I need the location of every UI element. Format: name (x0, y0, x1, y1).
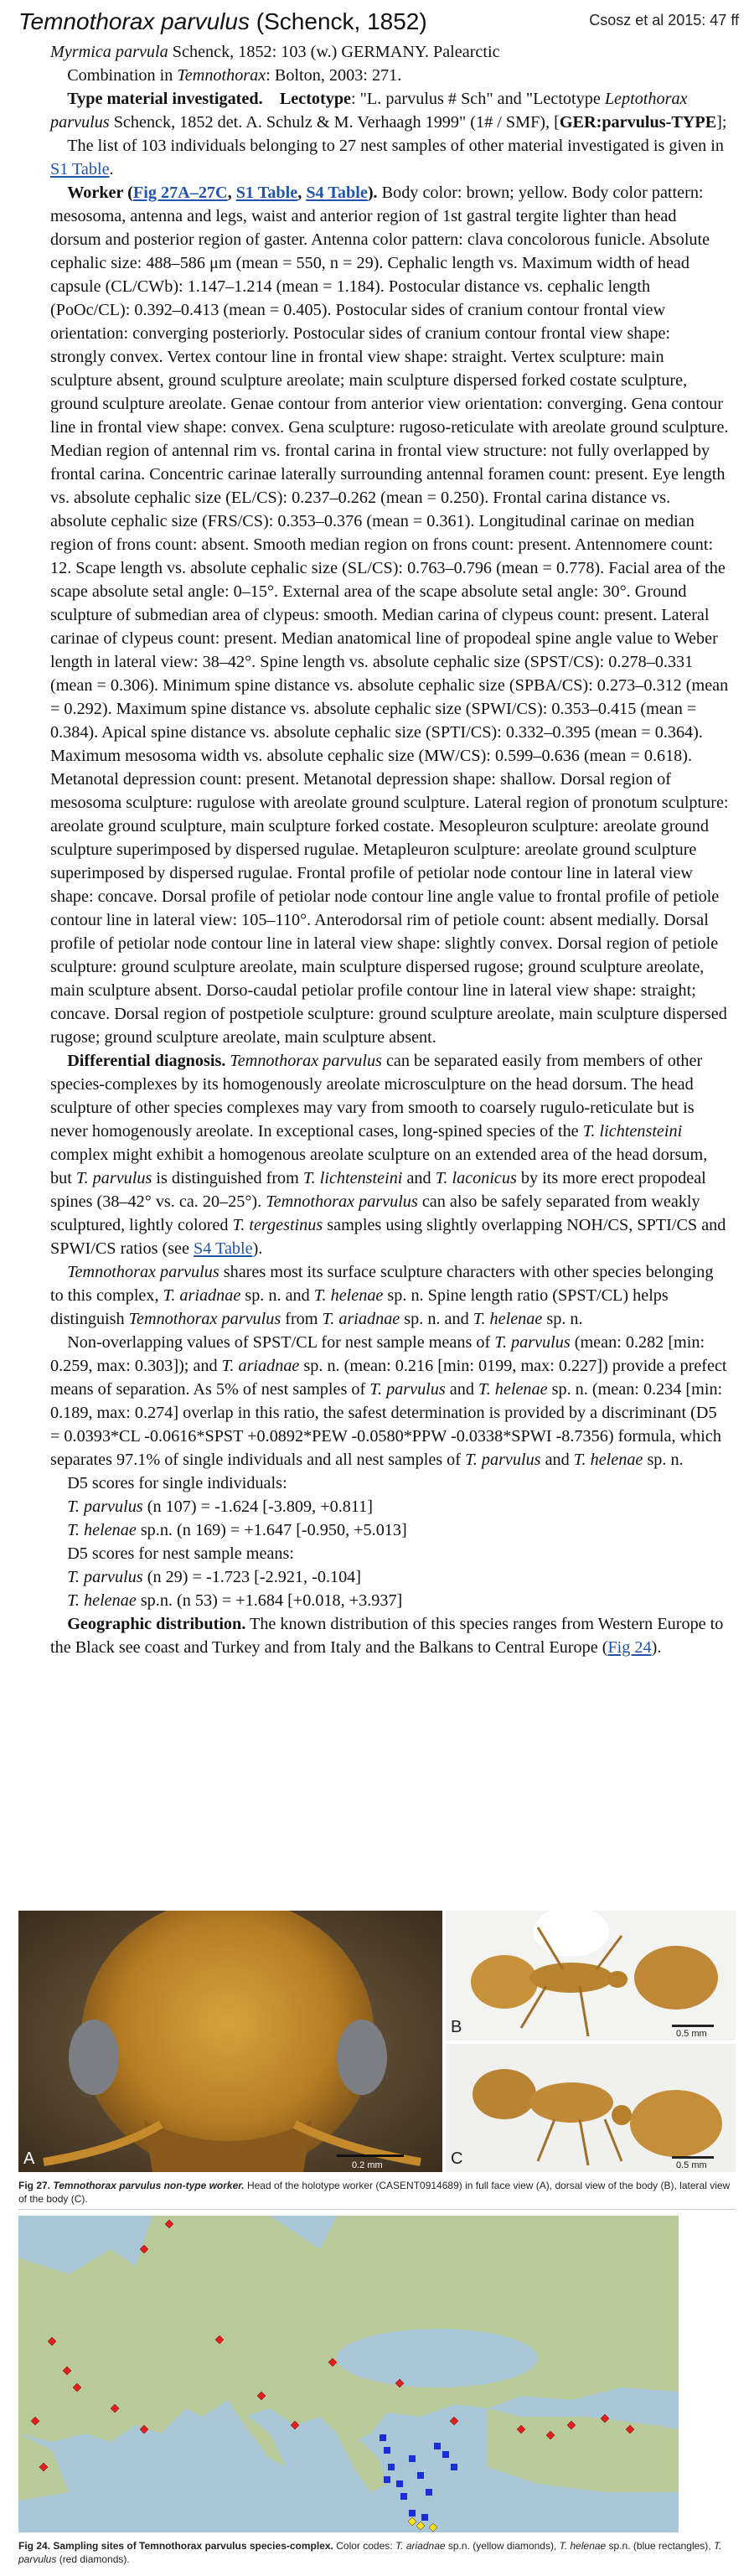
fig24-caption-th: T. helenae (559, 2540, 607, 2552)
figure-24-caption (18, 2539, 736, 2566)
s4-table-link[interactable]: S4 Table (306, 184, 368, 202)
s1-table-link[interactable]: S1 Table (50, 160, 110, 178)
list-text: The list of 103 individuals belonging to 27 nest samples of other material investigated is given in (67, 137, 725, 155)
helenae-site-marker (421, 2514, 428, 2521)
figure-27-panel-b (446, 1911, 736, 2041)
share-ta2: T. ariadnae (322, 1310, 400, 1328)
type-text-2: Schenck, 1852 det. A. Schulz & M. Verhaagh 1999" (1# / SMF), [ (109, 113, 560, 132)
scale-text-c: 0.5 mm (676, 2160, 707, 2170)
nomen-line-1 (50, 40, 729, 64)
d5-nest-heading (50, 1542, 729, 1565)
helenae-site-marker (426, 2489, 432, 2496)
scale-text-a: 0.2 mm (352, 2160, 383, 2170)
no-ta: T. ariadnae (221, 1357, 300, 1375)
diag-tp1: Temnothorax parvulus (230, 1052, 382, 1070)
diag-t5: by its more erect propodeal spines (38–42° vs. ca. 20–25°). (50, 1169, 706, 1211)
d5-single-helenae (50, 1518, 729, 1542)
d5-single-tp-val: (n 107) = -1.624 [-3.809, +0.811] (142, 1497, 373, 1516)
worker-sep-1: , (227, 184, 236, 202)
fig27-link[interactable]: Fig 27A–27C (132, 184, 228, 202)
diag-t4: and (402, 1169, 436, 1187)
helenae-site-marker (409, 2455, 416, 2462)
fig27-caption-text: Head of the holotype worker (CASENT0914689) in full face view (A), dorsal view of the body (B), lateral view of the body (C). (18, 2180, 731, 2205)
share-t1: shares most its surface sculpture characters with other species belonging to this complex, (50, 1263, 714, 1305)
share-ta: T. ariadnae (163, 1286, 241, 1305)
d5-nest-parvulus (50, 1565, 729, 1589)
ant-lateral-image (446, 2044, 736, 2172)
share-th2: T. helenae (473, 1310, 543, 1328)
scale-bar-a (337, 2154, 404, 2157)
list-end: . (109, 160, 114, 178)
d5-single-tp: T. parvulus (67, 1497, 143, 1516)
diagnosis-heading: Differential diagnosis. (67, 1052, 226, 1070)
type-material-paragraph (50, 87, 729, 134)
species-title (18, 8, 427, 35)
list-paragraph (50, 134, 729, 181)
d5-single-parvulus (50, 1495, 729, 1518)
combination-rest: : Bolton, 2003: 271. (266, 66, 402, 85)
scale-text-b: 0.5 mm (676, 2029, 707, 2039)
share-t5: sp. n. and (400, 1310, 473, 1328)
s1-table-link-2[interactable]: S1 Table (235, 184, 298, 202)
article-body (50, 40, 729, 1659)
diag-tl: T. lichtensteini (582, 1122, 683, 1141)
share-paragraph (50, 1260, 729, 1331)
diag-t8: ). (252, 1239, 263, 1258)
no-tp3: T. parvulus (465, 1451, 541, 1469)
no-t4: and (445, 1380, 478, 1399)
page-header (18, 5, 739, 39)
no-t6: and (540, 1451, 574, 1469)
figure-27-panel-c (446, 2044, 736, 2172)
worker-sep-2: , (297, 184, 307, 202)
combination-genus: Temnothorax (177, 66, 266, 85)
helenae-site-marker (442, 2451, 449, 2458)
d5-nest-title: D5 scores for nest sample means: (67, 1544, 294, 1563)
fig24-caption-ta: T. ariadnae (395, 2540, 446, 2552)
diag-tt: T. tergestinus (232, 1216, 323, 1234)
d5-nest-th: T. helenae (67, 1591, 137, 1610)
fig24-caption-t2: sp.n. (yellow diamonds), (445, 2540, 560, 2552)
fig27-caption-title: Temnothorax parvulus non-type worker. (53, 2180, 245, 2191)
diag-t3: is distinguished from (152, 1169, 303, 1187)
worker-description: Body color: brown; yellow. Body color pattern: mesosoma, antenna and legs, waist and anterior region of 1st gastral tergite lighter than head dorsum and posterior region of gaster. Antenna color pattern: clava concolorous funicle. Absolute cephalic size: 488–586 μm (mean = 550, n = 29). Cephalic length vs. Maximum width of head capsule (CL/CWb): 1.147–1.214 (mean = 1.184). Postocular distance vs. cephalic length (PoOc/CL): 0.392–0.413 (mean = 0.405). Postocular sides of cranium contour frontal view orientation: converging posteriorly. Postocular sides of cranium contour frontal view shape: strongly convex. Vertex contour line in frontal view shape: straight. Vertex sculpture: main sculpture absent, ground sculpture areolate; main sculpture dispersed forked costate sculpture, ground sculpture areolate. Genae contour from anterior view orientation: converging. Gena contour line in frontal view shape: convex. Gena sculpture: rugoso-reticulate with areolate ground sculpture. Median region of antennal rim vs. frontal carina in frontal view structure: not fully overlapped by frontal carina. Concentric carinae laterally surrounding antennal foramen count: present. Eye length vs. absolute cephalic size (EL/CS): 0.237–0.262 (mean = 0.250). Frontal carina distance vs. absolute cephalic size (FRS/CS): 0.353–0.376 (mean = 0.361). Longitudinal carinae on median region of frons count: absent. Smooth median region on frons count: present. Antennomere count: 12. Scape length vs. absolute cephalic size (SL/CS): 0.763–0.796 (mean = 0.778). Facial area of the scape absolute setal angle: 0–15°. External area of the scape absolute setal angle: 30°. Ground sculpture of submedian area of clypeus: smooth. Median carina of clypeus count: present. Lateral carinae of clypeus count: present. Median anatomical line of propodeal spine angle value to Weber length in lateral view: 38–42°. Spine length vs. absolute cephalic size (SPST/CS): 0.278–0.331 (mean = 0.306). Minimum spine distance vs. absolute cephalic size (SPBA/CS): 0.273–0.312 (mean = 0.292). Maximum spine distance vs. absolute cephalic size (SPWI/CS): 0.353–0.415 (mean = 0.384). Apical spine distance vs. absolute cephalic size (SPTI/CS): 0.332–0.395 (mean = 0.364). Maximum mesosoma width vs. absolute cephalic size (MW/CS): 0.599–0.636 (mean = 0.618). Metanotal depression count: present. Metanotal depression shape: shallow. Dorsal region of mesosoma sculpture: rugulose with areolate ground sculpture. Lateral region of pronotum sculpture: areolate ground sculpture, main sculpture forked costate. Mesopleuron sculpture: areolate ground sculpture superimposed by dispersed rugulae. Metapleuron sculpture: areolate ground sculpture superimposed by dispersed rugulae. Frontal profile of petiolar node contour line in lateral view shape: concave. Dorsal profile of petiolar node contour line angle value to frontal profile of petiole contour line in lateral view: 105–110°. Anterodorsal rim of petiole count: absent medially. Dorsal profile of petiolar node contour line in lateral view shape: slightly convex. Dorsal region of petiole sculpture: ground sculpture areolate, main sculpture dispersed rugose; ground sculpture areolate, main sculpture absent. Dorso-caudal petiolar profile contour line in lateral view shape: straight; concave. Dorsal region of postpetiole sculpture: ground sculpture areolate, main sculpture dispersed rugose; ground sculpture areolate, main sculpture absent. (50, 184, 729, 1047)
share-t2: sp. n. and (240, 1286, 314, 1305)
no-t2: (mean: 0.282 [min: 0.259, max: 0.303]); and (50, 1333, 705, 1375)
nomen-name: Myrmica parvula (50, 43, 168, 61)
d5-single-th-val: sp.n. (n 169) = +1.647 [-0.950, +5.013] (136, 1521, 407, 1539)
no-t1: Non-overlapping values of SPST/CL for nest sample means of (67, 1333, 495, 1352)
share-t3: sp. n. Spine length ratio (SPST/CL) helps distinguish (50, 1286, 669, 1328)
ant-head-image (18, 1911, 442, 2172)
fig24-caption-t4: (red diamonds). (56, 2553, 130, 2565)
type-text-1: : "L. parvulus # Sch" and "Lectotype (351, 90, 605, 108)
share-th: T. helenae (313, 1286, 384, 1305)
figure-27-caption (18, 2179, 736, 2206)
helenae-site-marker (409, 2510, 416, 2517)
caption-divider-27 (18, 2209, 736, 2210)
lectotype-label: Lectotype (279, 90, 352, 108)
helenae-site-marker (384, 2476, 390, 2483)
no-t7: sp. n. (643, 1451, 684, 1469)
distribution-map (18, 2216, 679, 2532)
geo-heading: Geographic distribution. (67, 1615, 246, 1633)
helenae-site-marker (384, 2447, 390, 2454)
no-tp2: T. parvulus (369, 1380, 446, 1399)
helenae-site-marker (434, 2443, 441, 2449)
worker-paragraph (50, 181, 729, 1049)
panel-c-label: C (451, 2149, 463, 2168)
nomen-rest: Schenck, 1852: 103 (w.) GERMANY. Palearctic (168, 43, 500, 61)
diag-t1: can be separated easily from members of other species-complexes by its homogenously areolate microsculpture on the head dorsum. The head sculpture of other species complexes may vary from smooth to coarsely rugulo-reticulate but is never homogenously areolate. In exceptional cases, long-spined species of the (50, 1052, 703, 1141)
diag-t2: complex might exhibit a homogenous areolate sculpture on an extended area of the head dorsum, but (50, 1146, 708, 1187)
d5-nest-tp: T. parvulus (67, 1568, 143, 1586)
worker-open: ( (123, 184, 133, 202)
no-tp: T. parvulus (494, 1333, 571, 1352)
nomen-line-2 (50, 64, 729, 87)
d5-single-th: T. helenae (67, 1521, 137, 1539)
helenae-site-marker (400, 2493, 407, 2500)
figure-27 (18, 1911, 736, 2172)
combination-prefix: Combination in (67, 66, 178, 85)
worker-heading: Worker (67, 184, 124, 202)
fig24-caption-tp: T. parvulus (18, 2540, 722, 2565)
d5-nest-tp-val: (n 29) = -1.723 [-2.921, -0.104] (142, 1568, 361, 1586)
diag-tl2: T. lichtensteini (302, 1169, 403, 1187)
diag-t6: can also be safely separated from weakly sculptured, lightly colored (50, 1192, 700, 1234)
citation: Csosz et al 2015: 47 ff (589, 12, 739, 28)
nonoverlap-paragraph (50, 1331, 729, 1472)
worker-close: ). (367, 184, 378, 202)
diag-tp2: T. parvulus (75, 1169, 152, 1187)
title-species-name: Temnothorax parvulus (18, 8, 250, 34)
d5-nest-th-val: sp.n. (n 53) = +1.684 [+0.018, +3.937] (136, 1591, 403, 1610)
d5-single-heading (50, 1472, 729, 1495)
figure-27-panel-a (18, 1911, 442, 2172)
helenae-site-marker (417, 2472, 424, 2479)
type-text-3: ]; (716, 113, 727, 132)
figure-24-map (18, 2216, 679, 2532)
scale-bar-c (672, 2156, 714, 2159)
fig24-caption-label: Fig 24. (18, 2540, 54, 2552)
diagnosis-paragraph (50, 1049, 729, 1260)
panel-b-label: B (451, 2018, 462, 2036)
d5-single-title: D5 scores for single individuals: (67, 1474, 287, 1492)
type-material-heading: Type material investigated. (67, 90, 263, 108)
share-t4: from (281, 1310, 323, 1328)
helenae-site-marker (388, 2464, 395, 2470)
diag-tla: T. laconicus (435, 1169, 517, 1187)
fig24-caption-title: Sampling sites of Temnothorax parvulus species-complex. (53, 2540, 333, 2552)
helenae-site-marker (396, 2480, 403, 2487)
fig24-link[interactable]: Fig 24 (607, 1638, 652, 1657)
no-t5: sp. n. (mean: 0.234 [min: 0.189, max: 0.274] overlap in this ratio, the safest determination is provided by a discriminant (D5 = 0.0393*CL -0.0616*SPST +0.0892*PEW -0.0580*PPW -0.0338*SPWI -8.7356) formula, which separates 97.1% of single individuals and all nest samples of (50, 1380, 723, 1469)
diag-t7: samples using slightly overlapping NOH/CS, SPTI/CS and SPWI/CS ratios (see (50, 1216, 726, 1258)
helenae-site-marker (451, 2464, 457, 2470)
d5-nest-helenae (50, 1589, 729, 1612)
s4-table-link-2[interactable]: S4 Table (194, 1239, 253, 1258)
share-tp: Temnothorax parvulus (67, 1263, 219, 1281)
type-code: GER:parvulus-TYPE (559, 113, 717, 132)
panel-a-label: A (23, 2149, 35, 2168)
share-t6: sp. n. (542, 1310, 583, 1328)
fig24-caption-t1: Color codes: (333, 2540, 395, 2552)
type-genus: Leptothorax parvulus (50, 90, 688, 132)
fig27-caption-label: Fig 27. (18, 2180, 54, 2191)
no-t3: sp. n. (mean: 0.216 [min: 0199, max: 0.227]) provide a prefect means of separation. As 5% of nest samples of (50, 1357, 727, 1399)
geo-end: ). (651, 1638, 662, 1657)
helenae-site-marker (380, 2434, 386, 2441)
no-th2: T. helenae (573, 1451, 643, 1469)
no-th: T. helenae (478, 1380, 548, 1399)
share-tp2: Temnothorax parvulus (128, 1310, 281, 1328)
title-author: (Schenck, 1852) (250, 8, 427, 34)
ant-dorsal-image (446, 1911, 736, 2041)
scale-bar-b (672, 2025, 714, 2027)
diag-tp3: Temnothorax parvulus (266, 1192, 418, 1211)
geo-text: The known distribution of this species ranges from Western Europe to the Black see coast and Turkey and from Italy and the Balkans to Central Europe ( (50, 1615, 724, 1657)
geo-paragraph (50, 1612, 729, 1659)
fig24-caption-t3: sp.n. (blue rectangles), (606, 2540, 714, 2552)
